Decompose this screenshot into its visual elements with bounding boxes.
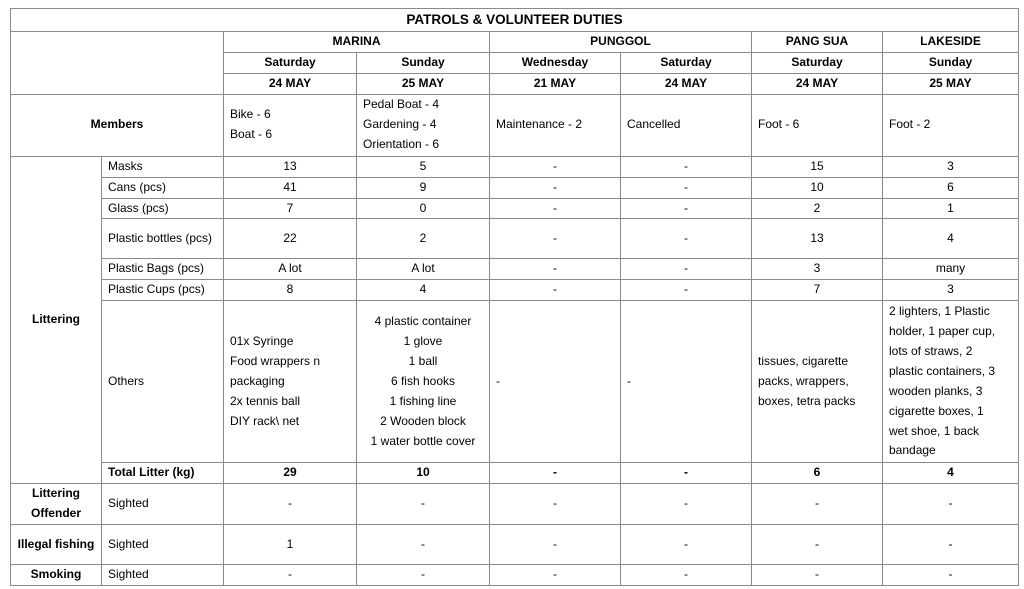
header-corner [11, 32, 224, 95]
others-cell: 01x Syringe Food wrappers n packaging 2x tennis ball DIY rack\ net [224, 301, 357, 463]
members-cell: Bike - 6 Boat - 6 [224, 94, 357, 156]
patrols-duties-table [10, 8, 1019, 586]
table-cell: - [883, 564, 1019, 585]
total-cell: - [621, 463, 752, 484]
members-cell: Foot - 6 [752, 94, 883, 156]
table-cell: - [490, 156, 621, 177]
table-cell: 9 [357, 177, 490, 198]
table-cell: 13 [752, 219, 883, 259]
total-cell: - [490, 463, 621, 484]
table-cell: - [490, 177, 621, 198]
table-cell: 13 [224, 156, 357, 177]
location-marina: MARINA [224, 32, 490, 53]
row-label: Sighted [102, 564, 224, 585]
row-label: Plastic Cups (pcs) [102, 280, 224, 301]
total-label: Total Litter (kg) [102, 463, 224, 484]
location-lakeside: LAKESIDE [883, 32, 1019, 53]
table-cell: 8 [224, 280, 357, 301]
table-cell: - [752, 524, 883, 564]
members-cell: Foot - 2 [883, 94, 1019, 156]
table-cell: - [621, 280, 752, 301]
table-cell: - [621, 484, 752, 525]
table-cell: 5 [357, 156, 490, 177]
total-cell: 10 [357, 463, 490, 484]
others-cell: - [621, 301, 752, 463]
others-cell: 4 plastic container 1 glove 1 ball 6 fish hooks 1 fishing line 2 Wooden block 1 water bottle cover [357, 301, 490, 463]
row-label: Sighted [102, 524, 224, 564]
row-label: Glass (pcs) [102, 198, 224, 219]
date-header: 24 MAY [224, 73, 357, 94]
table-cell: 3 [883, 280, 1019, 301]
table-cell: - [490, 524, 621, 564]
members-cell: Pedal Boat - 4 Gardening - 4 Orientation - 6 [357, 94, 490, 156]
date-header: 25 MAY [883, 73, 1019, 94]
table-cell: - [752, 484, 883, 525]
day-header: Saturday [752, 52, 883, 73]
table-cell: 22 [224, 219, 357, 259]
total-cell: 4 [883, 463, 1019, 484]
table-cell: many [883, 259, 1019, 280]
total-cell: 6 [752, 463, 883, 484]
table-cell: 4 [357, 280, 490, 301]
table-cell: - [357, 564, 490, 585]
table-cell: - [883, 484, 1019, 525]
table-cell: - [490, 219, 621, 259]
day-header: Saturday [621, 52, 752, 73]
location-punggol: PUNGGOL [490, 32, 752, 53]
table-cell: - [621, 564, 752, 585]
table-cell: - [621, 177, 752, 198]
table-cell: - [490, 198, 621, 219]
members-cell: Maintenance - 2 [490, 94, 621, 156]
table-cell: - [490, 564, 621, 585]
table-cell: - [490, 280, 621, 301]
table-cell: - [621, 524, 752, 564]
day-header: Sunday [883, 52, 1019, 73]
row-label: Cans (pcs) [102, 177, 224, 198]
day-header: Saturday [224, 52, 357, 73]
littering-label: Littering [11, 156, 102, 483]
category-label: Illegal fishing [11, 524, 102, 564]
table-cell: - [621, 219, 752, 259]
category-label: Smoking [11, 564, 102, 585]
members-cell: Cancelled [621, 94, 752, 156]
table-cell: 1 [883, 198, 1019, 219]
total-cell: 29 [224, 463, 357, 484]
table-cell: 15 [752, 156, 883, 177]
table-cell: - [752, 564, 883, 585]
table-cell: 1 [224, 524, 357, 564]
table-cell: 6 [883, 177, 1019, 198]
table-cell: - [621, 156, 752, 177]
category-label: Littering Offender [11, 484, 102, 525]
row-label: Plastic bottles (pcs) [102, 219, 224, 259]
date-header: 24 MAY [621, 73, 752, 94]
table-cell: 7 [752, 280, 883, 301]
table-cell: 7 [224, 198, 357, 219]
table-cell: 10 [752, 177, 883, 198]
table-cell: A lot [357, 259, 490, 280]
table-cell: - [621, 259, 752, 280]
day-header: Sunday [357, 52, 490, 73]
table-cell: - [621, 198, 752, 219]
day-header: Wednesday [490, 52, 621, 73]
others-cell: tissues, cigarette packs, wrappers, boxes, tetra packs [752, 301, 883, 463]
table-cell: A lot [224, 259, 357, 280]
table-cell: - [357, 524, 490, 564]
row-label: Plastic Bags (pcs) [102, 259, 224, 280]
date-header: 25 MAY [357, 73, 490, 94]
table-cell: 2 [752, 198, 883, 219]
table-cell: 4 [883, 219, 1019, 259]
table-cell: - [224, 484, 357, 525]
table-cell: 3 [883, 156, 1019, 177]
table-cell: 3 [752, 259, 883, 280]
others-cell: - [490, 301, 621, 463]
table-cell: - [224, 564, 357, 585]
others-cell: 2 lighters, 1 Plastic holder, 1 paper cup, lots of straws, 2 plastic containers, 3 wooden planks, 3 cigarette boxes, 1 wet shoe, 1 back bandage [883, 301, 1019, 463]
table-cell: - [490, 484, 621, 525]
row-label: Others [102, 301, 224, 463]
table-cell: 2 [357, 219, 490, 259]
table-cell: 41 [224, 177, 357, 198]
date-header: 21 MAY [490, 73, 621, 94]
date-header: 24 MAY [752, 73, 883, 94]
members-label: Members [11, 94, 224, 156]
location-pang-sua: PANG SUA [752, 32, 883, 53]
table-title: PATROLS & VOLUNTEER DUTIES [11, 9, 1019, 32]
table-cell: - [883, 524, 1019, 564]
row-label: Masks [102, 156, 224, 177]
table-cell: - [357, 484, 490, 525]
table-cell: - [490, 259, 621, 280]
table-cell: 0 [357, 198, 490, 219]
row-label: Sighted [102, 484, 224, 525]
